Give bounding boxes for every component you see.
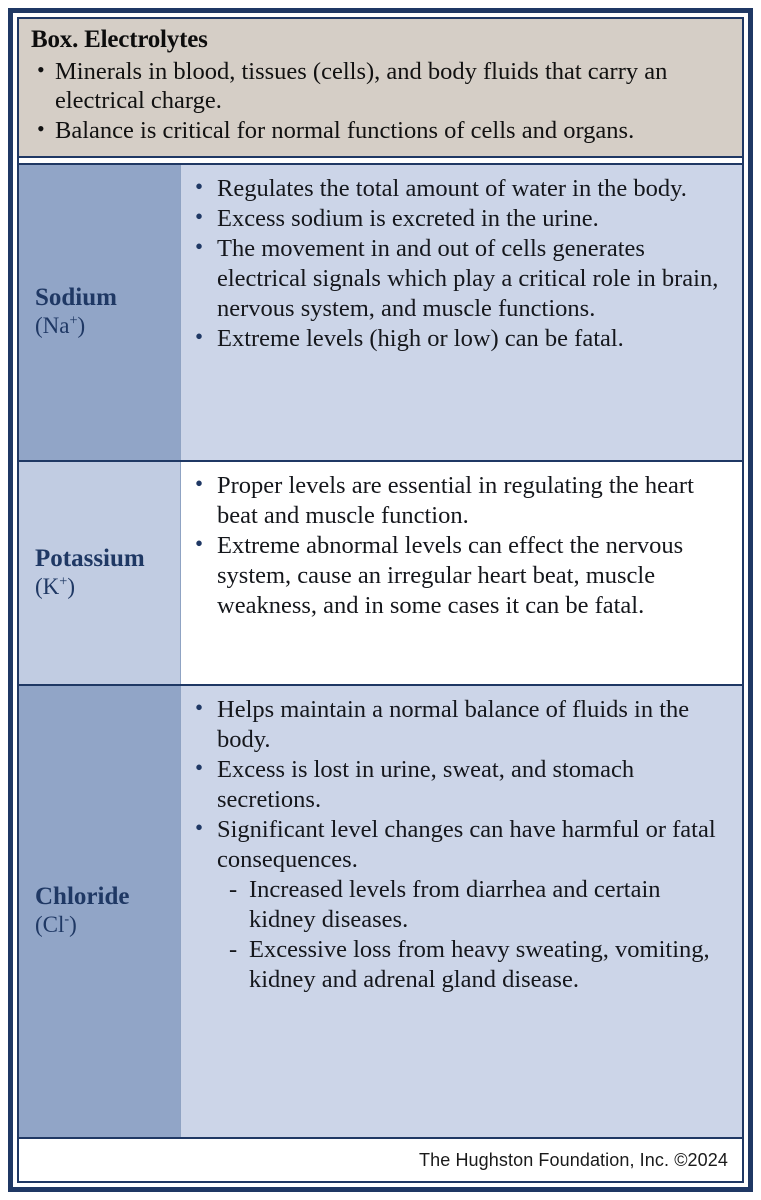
sub-bullet-list	[191, 875, 730, 995]
bullet-list	[191, 695, 730, 875]
list-item	[191, 471, 730, 531]
bullet-icon: •	[195, 204, 204, 230]
electrolyte-name: Chloride	[35, 883, 130, 911]
bullet-icon: •	[195, 815, 204, 841]
header-bullet-text: Balance is critical for normal functions of cells and organs.	[55, 117, 635, 145]
row-content-potassium	[181, 462, 742, 684]
list-item	[191, 695, 730, 755]
symbol-close: )	[69, 912, 77, 938]
copyright-credit: The Hughston Foundation, Inc. ©2024	[419, 1149, 728, 1170]
header-bullet-item	[31, 57, 730, 117]
list-item-text: The movement in and out of cells generates electrical signals which play a critical role in brain, nervous system, and muscle functions.	[217, 235, 719, 323]
row-label-chloride	[19, 686, 181, 1137]
bullet-icon: •	[195, 324, 204, 350]
symbol-close: )	[77, 313, 86, 339]
bullet-icon: •	[195, 531, 204, 557]
row-content-chloride	[181, 686, 742, 1137]
electrolytes-table	[19, 165, 742, 1137]
list-item	[191, 204, 730, 234]
page-title: Box. Electrolytes	[31, 26, 208, 53]
header-bullet-item	[31, 116, 730, 146]
header-bullet-text: Minerals in blood, tissues (cells), and body fluids that carry an electrical charge.	[55, 57, 668, 115]
bullet-icon: •	[37, 56, 45, 82]
list-item	[191, 324, 730, 354]
symbol-open: (Cl	[35, 912, 65, 938]
bullet-list	[191, 471, 730, 621]
table-row-chloride	[19, 686, 742, 1137]
list-item	[191, 174, 730, 204]
footer	[19, 1137, 742, 1181]
bullet-icon: •	[195, 755, 204, 781]
row-label-potassium	[19, 462, 181, 684]
bullet-list	[191, 174, 730, 354]
electrolytes-figure	[8, 8, 753, 1192]
table-row-potassium	[19, 462, 742, 686]
sub-list-item	[191, 935, 730, 995]
electrolyte-symbol	[35, 573, 180, 601]
row-label-sodium	[19, 165, 181, 460]
symbol-close: )	[67, 573, 75, 599]
electrolyte-symbol	[35, 312, 180, 340]
list-item-text: Regulates the total amount of water in the body.	[217, 175, 687, 203]
electrolyte-name: Potassium	[35, 544, 145, 572]
list-item-text: Excess sodium is excreted in the urine.	[217, 205, 599, 233]
row-content-sodium	[181, 165, 742, 460]
figure-inner-frame	[17, 17, 744, 1183]
symbol-open: (Na	[35, 313, 70, 339]
dash-icon: -	[229, 876, 238, 904]
electrolyte-name: Sodium	[35, 284, 117, 312]
table-row-sodium	[19, 165, 742, 462]
list-item-text: Extreme abnormal levels can effect the nervous system, cause an irregular heart beat, muscle weakness, and in some cases it can be fatal.	[217, 532, 684, 620]
bullet-icon: •	[195, 234, 204, 260]
list-item	[191, 531, 730, 621]
list-item-text: Extreme levels (high or low) can be fatal.	[217, 325, 624, 353]
header-bullet-list	[31, 57, 730, 147]
sub-list-item-text: Excessive loss from heavy sweating, vomiting, kidney and adrenal gland disease.	[249, 936, 710, 994]
header-table-divider	[19, 158, 742, 165]
list-item	[191, 234, 730, 324]
bullet-icon: •	[37, 116, 45, 142]
sub-list-item-text: Increased levels from diarrhea and certain kidney diseases.	[249, 876, 661, 934]
electrolyte-symbol	[35, 911, 180, 939]
list-item-text: Excess is lost in urine, sweat, and stomach secretions.	[217, 756, 635, 814]
symbol-charge: -	[64, 911, 70, 928]
bullet-icon: •	[195, 174, 204, 200]
bullet-icon: •	[195, 695, 204, 721]
sub-list-item	[191, 875, 730, 935]
list-item	[191, 815, 730, 875]
list-item	[191, 755, 730, 815]
symbol-open: (K	[35, 573, 60, 599]
header-box	[19, 19, 742, 158]
list-item-text: Proper levels are essential in regulating the heart beat and muscle function.	[217, 472, 694, 530]
dash-icon: -	[229, 936, 238, 964]
list-item-text: Helps maintain a normal balance of fluids in the body.	[217, 696, 690, 754]
symbol-charge: +	[59, 573, 68, 590]
list-item-text: Significant level changes can have harmful or fatal consequences.	[217, 816, 716, 874]
symbol-charge: +	[69, 312, 78, 329]
bullet-icon: •	[195, 471, 204, 497]
